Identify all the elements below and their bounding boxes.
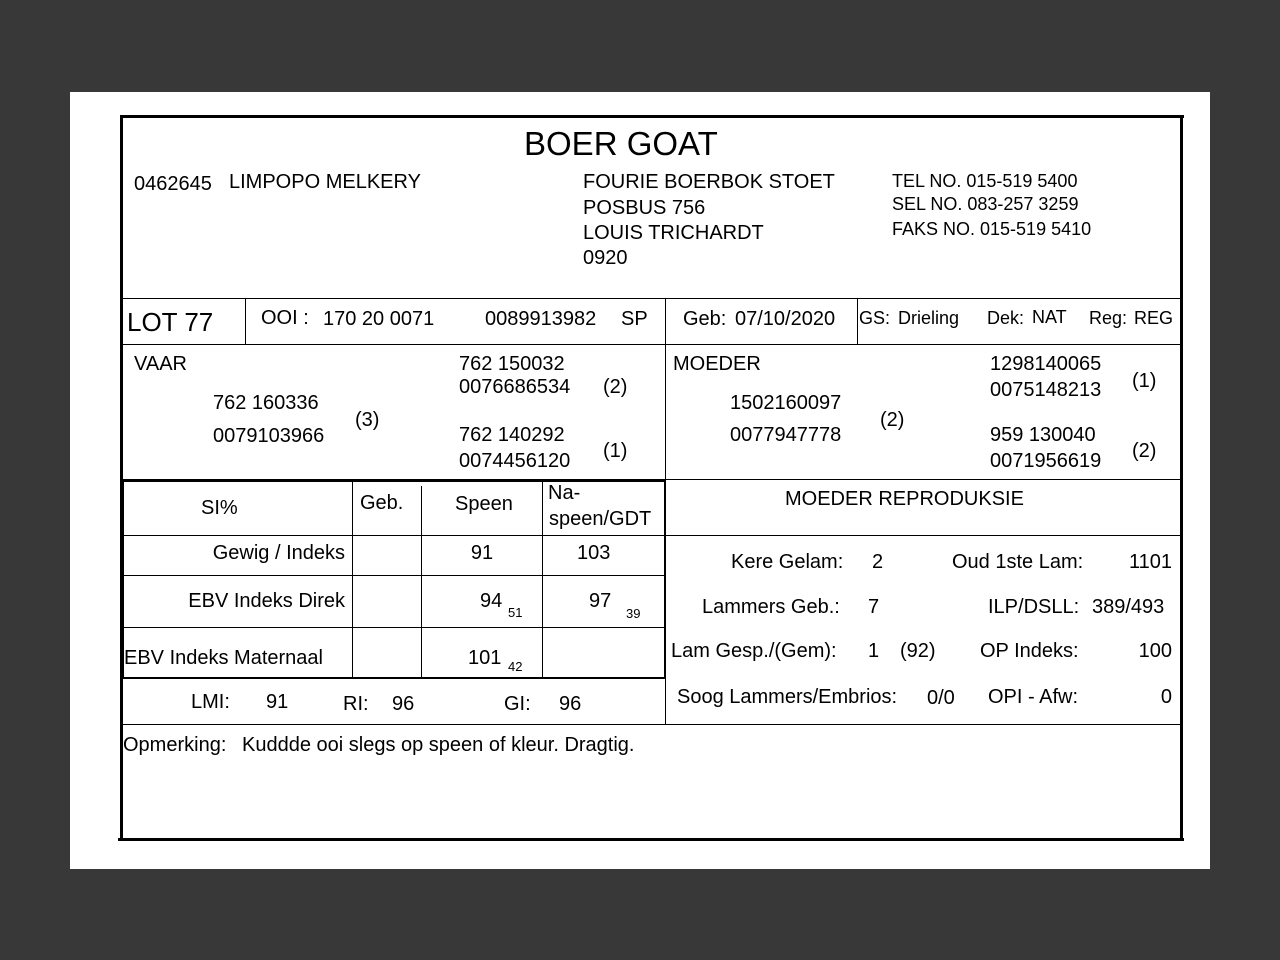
ri-label: RI: <box>343 693 369 715</box>
moeder-number: 1502160097 <box>730 392 842 414</box>
rule-pedigree-bottom-right <box>665 479 1182 480</box>
sel-number: SEL NO. 083-257 3259 <box>892 194 1079 214</box>
ri-value: 96 <box>392 693 415 715</box>
row-gewig-label: Gewig / Indeks <box>212 542 345 564</box>
naspeen-header-line2: speen/GDT <box>549 508 652 530</box>
rule-lot-divider <box>245 298 246 344</box>
soog-label: Soog Lammers/Embrios: <box>677 686 898 708</box>
moeder-label: MOEDER <box>673 353 761 375</box>
lammers-value: 7 <box>868 596 880 618</box>
reg-label: Reg: <box>1089 308 1128 328</box>
geb-date: 07/10/2020 <box>735 308 836 330</box>
vaar-dam-code: (1) <box>603 440 628 462</box>
repro-title: MOEDER REPRODUKSIE <box>785 488 1024 510</box>
gi-label: GI: <box>504 693 531 715</box>
oud-label: Oud 1ste Lam: <box>952 551 1084 573</box>
row-direk-speen-sub: 51 <box>508 605 523 620</box>
si-header: SI% <box>201 497 238 519</box>
tel-number: TEL NO. 015-519 5400 <box>892 171 1078 191</box>
rule-si-col2 <box>421 486 422 677</box>
op-value: 100 <box>1138 640 1172 662</box>
vaar-dam-id: 0074456120 <box>459 450 571 472</box>
speen-header: Speen <box>455 493 513 515</box>
vaar-number: 762 160336 <box>213 392 319 414</box>
lam-gesp-gem: (92) <box>900 640 936 662</box>
rule-si-col3 <box>542 481 543 677</box>
lam-gesp-value: 1 <box>868 640 880 662</box>
rule-header-bottom <box>120 298 1182 299</box>
rule-si-header-bottom <box>120 535 666 536</box>
card-title: BOER GOAT <box>524 125 718 162</box>
geb-header: Geb. <box>360 492 404 514</box>
address-line1: POSBUS 756 <box>583 197 706 219</box>
frame-bottom <box>118 838 1184 841</box>
moeder-dam-id: 0071956619 <box>990 450 1102 472</box>
row-direk-naspeen-sub: 39 <box>626 606 641 621</box>
rule-si-right <box>664 481 666 678</box>
lam-gesp-label: Lam Gesp./(Gem): <box>671 640 837 662</box>
moeder-dam-number: 959 130040 <box>990 424 1096 446</box>
ilp-label: ILP/DSLL: <box>988 596 1080 618</box>
moeder-id: 0077947778 <box>730 424 842 446</box>
lammers-label: Lammers Geb.: <box>702 596 840 618</box>
row-maternaal-speen-sub: 42 <box>508 659 523 674</box>
ilp-value: 389/493 <box>1092 596 1165 618</box>
stud-name: FOURIE BOERBOK STOET <box>583 171 835 193</box>
dek-value: NAT <box>1032 307 1067 327</box>
rule-geb-divider <box>857 298 858 344</box>
animal-id: 0089913982 <box>485 308 597 330</box>
opi-label: OPI - Afw: <box>988 686 1079 708</box>
vaar-sire-number: 762 150032 <box>459 353 565 375</box>
kere-gelam-value: 2 <box>872 551 884 573</box>
gi-value: 96 <box>559 693 582 715</box>
vaar-code: (3) <box>355 409 380 431</box>
rule-lot-bottom <box>120 344 1182 345</box>
kere-gelam-label: Kere Gelam: <box>731 551 844 573</box>
row-direk-naspeen: 97 <box>589 590 612 612</box>
sp-code: SP <box>621 308 648 330</box>
rule-pedigree-bottom-left <box>120 479 666 482</box>
row-direk-label: EBV Indeks Direk <box>188 590 345 612</box>
rule-indices-bottom <box>120 724 1182 725</box>
reg-value: REG <box>1134 308 1174 328</box>
vaar-label: VAAR <box>134 353 187 375</box>
frame-top <box>120 115 1184 118</box>
postal-code: 0920 <box>583 247 628 269</box>
moeder-code: (2) <box>880 409 905 431</box>
op-label: OP Indeks: <box>980 640 1079 662</box>
ooi-number: 170 20 0071 <box>323 308 435 330</box>
remarks-label: Opmerking: <box>123 734 227 756</box>
lot-number: LOT 77 <box>127 307 214 337</box>
vaar-sire-id: 0076686534 <box>459 376 571 398</box>
vaar-dam-number: 762 140292 <box>459 424 565 446</box>
rule-repro-title-bottom <box>665 535 1182 536</box>
opi-value: 0 <box>1160 686 1172 708</box>
lmi-value: 91 <box>266 691 289 713</box>
rule-si-row1-bottom <box>120 575 666 576</box>
geb-label: Geb: <box>683 308 727 330</box>
vaar-id: 0079103966 <box>213 425 325 447</box>
soog-value: 0/0 <box>927 687 955 709</box>
ooi-label: OOI : <box>261 307 309 329</box>
vaar-sire-code: (2) <box>603 376 628 398</box>
faks-number: FAKS NO. 015-519 5410 <box>892 219 1092 239</box>
moeder-sire-id: 0075148213 <box>990 379 1102 401</box>
row-direk-speen: 94 <box>480 590 503 612</box>
row-maternaal-label: EBV Indeks Maternaal <box>124 647 323 669</box>
row-maternaal-speen: 101 <box>468 647 502 669</box>
rule-si-row3-bottom <box>120 677 666 679</box>
row-gewig-speen: 91 <box>470 542 494 564</box>
frame-left <box>120 115 123 840</box>
frame-right <box>1180 115 1183 840</box>
row-gewig-naspeen: 103 <box>577 542 611 564</box>
remarks-text: Kuddde ooi slegs op speen of kleur. Dragtig. <box>242 734 635 756</box>
moeder-dam-code: (2) <box>1132 440 1157 462</box>
address-line2: LOUIS TRICHARDT <box>583 222 764 244</box>
oud-value: 1101 <box>1128 551 1172 573</box>
gs-value: Drieling <box>898 308 960 328</box>
lmi-label: LMI: <box>191 691 230 713</box>
moeder-sire-number: 1298140065 <box>990 353 1102 375</box>
rule-si-row2-bottom <box>120 627 666 628</box>
rule-si-col1 <box>352 481 353 677</box>
dek-label: Dek: <box>987 308 1025 328</box>
moeder-sire-code: (1) <box>1132 370 1157 392</box>
owner-id: 0462645 <box>134 173 212 195</box>
gs-label: GS: <box>859 308 891 328</box>
owner-name: LIMPOPO MELKERY <box>229 171 421 193</box>
naspeen-header-line1: Na- <box>548 482 581 504</box>
